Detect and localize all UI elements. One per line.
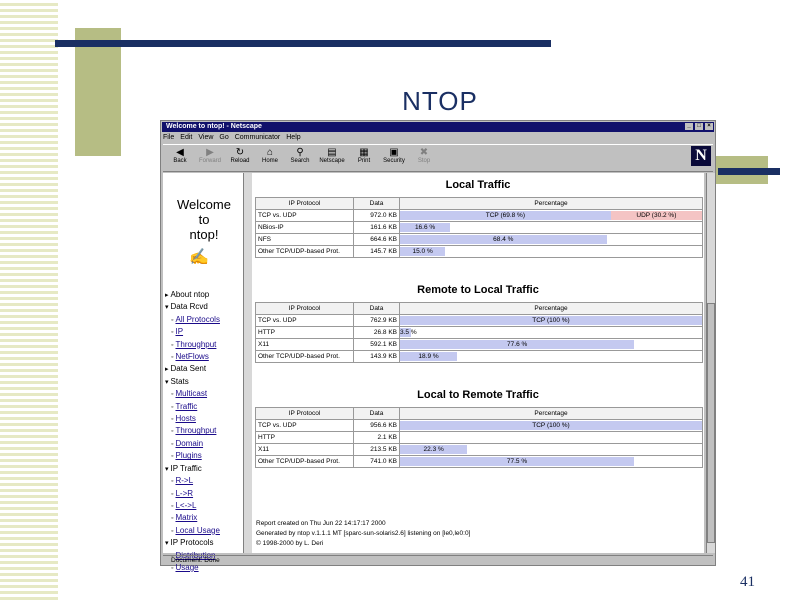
percentage-bar: TCP (100 %) xyxy=(400,421,702,430)
traffic-report-frame xyxy=(252,173,704,553)
section-title: Local Traffic xyxy=(445,179,511,191)
data-cell: 143.9 KB xyxy=(354,351,400,363)
table-row xyxy=(256,420,703,432)
nav-link-matrix[interactable] xyxy=(165,512,243,524)
navigation-toolbar xyxy=(163,144,713,172)
netscape-logo: N xyxy=(691,146,711,166)
nav-link-domain[interactable] xyxy=(165,438,243,450)
protocol-cell: HTTP xyxy=(256,432,354,444)
data-cell: 145.7 KB xyxy=(354,246,400,258)
percentage-cell xyxy=(400,210,703,222)
table-row xyxy=(256,246,703,258)
window-titlebar[interactable] xyxy=(162,122,714,132)
nav-link-ip[interactable] xyxy=(165,326,243,338)
welcome-heading xyxy=(167,197,241,242)
protocol-cell: X11 xyxy=(256,339,354,351)
home-icon: ⌂ xyxy=(266,147,274,158)
toolbar-label: Netscape xyxy=(319,158,345,164)
protocol-cell: TCP vs. UDP xyxy=(256,420,354,432)
slide-stripe-pattern xyxy=(0,0,58,600)
security-lock-icon: ▣ xyxy=(389,147,399,158)
search-icon: ⚲ xyxy=(296,147,304,158)
nav-link-label: Distribution xyxy=(175,550,216,560)
nav-link-plugins[interactable] xyxy=(165,450,243,462)
percentage-bar: TCP (69.8 %) xyxy=(400,211,611,220)
menu-file[interactable]: File xyxy=(163,134,175,141)
nav-link-hosts[interactable] xyxy=(165,413,243,425)
stop-icon: ✖ xyxy=(419,147,429,158)
toolbar-label: Home xyxy=(261,158,278,164)
nav-link-label: L<->L xyxy=(175,500,197,510)
nav-link-l-l[interactable] xyxy=(165,500,243,512)
percentage-bar: 16.6 % xyxy=(400,223,450,232)
data-cell: 213.5 KB xyxy=(354,444,400,456)
close-button[interactable]: × xyxy=(705,123,713,130)
status-bar: Document: Done xyxy=(163,555,713,566)
section-title: Remote to Local Traffic xyxy=(417,284,539,296)
percentage-cell xyxy=(400,444,703,456)
data-cell: 741.0 KB xyxy=(354,456,400,468)
netscape-icon: ▤ xyxy=(327,147,337,158)
percentage-cell xyxy=(400,351,703,363)
maximize-button[interactable]: □ xyxy=(695,123,703,130)
udp-percentage-bar: UDP (30.2 %) xyxy=(611,211,702,220)
table-row xyxy=(256,432,703,444)
nav-link-label: R->L xyxy=(175,476,194,486)
nav-link-throughput[interactable] xyxy=(165,339,243,351)
toolbar-label: Back xyxy=(173,158,187,164)
welcome-line-2: to xyxy=(198,212,210,227)
minimize-button[interactable]: _ xyxy=(685,123,693,130)
table-row xyxy=(256,222,703,234)
toolbar-label: Stop xyxy=(417,158,431,164)
report-copyright: © 1998-2000 by L. Deri xyxy=(256,540,324,547)
forward-arrow-icon: ▶ xyxy=(206,147,214,158)
section-title: Local to Remote Traffic xyxy=(417,389,539,401)
data-cell: 26.8 KB xyxy=(354,327,400,339)
data-cell: 664.6 KB xyxy=(354,234,400,246)
nav-link-label: L->R xyxy=(175,488,194,498)
table-row xyxy=(256,339,703,351)
nav-link-traffic[interactable] xyxy=(165,401,243,413)
nav-link-label: Throughput xyxy=(175,339,217,349)
reload-button[interactable] xyxy=(225,147,255,169)
home-button[interactable] xyxy=(255,147,285,169)
report-footer xyxy=(256,519,470,549)
nav-section-about-ntop[interactable]: ▸ About ntop xyxy=(165,289,243,301)
percentage-bar: 22.3 % xyxy=(400,445,467,454)
protocol-cell: HTTP xyxy=(256,327,354,339)
percentage-cell xyxy=(400,222,703,234)
data-cell: 2.1 KB xyxy=(354,432,400,444)
protocol-cell: TCP vs. UDP xyxy=(256,315,354,327)
column-header: Data xyxy=(354,408,400,420)
slide-title-rule xyxy=(55,40,551,47)
slide-title: NTOP xyxy=(402,86,478,116)
forward-button[interactable] xyxy=(195,147,225,169)
percentage-cell xyxy=(400,420,703,432)
table-row xyxy=(256,210,703,222)
table-row xyxy=(256,444,703,456)
nav-section-data-sent[interactable]: ▸ Data Sent xyxy=(165,363,243,375)
table-header-row xyxy=(256,303,703,315)
nav-link-label: Hosts xyxy=(175,414,196,424)
traffic-table xyxy=(255,302,703,363)
column-header: Percentage xyxy=(400,303,703,315)
data-cell: 762.9 KB xyxy=(354,315,400,327)
menu-communicator[interactable]: Communicator xyxy=(234,134,281,141)
stop-button[interactable] xyxy=(409,147,439,169)
scrollbar-thumb[interactable] xyxy=(707,303,715,543)
percentage-cell xyxy=(400,339,703,351)
protocol-cell: Other TCP/UDP-based Prot. xyxy=(256,351,354,363)
window-title: Welcome to ntop! - Netscape xyxy=(166,123,262,130)
slide-page-number: 41 xyxy=(740,574,755,590)
percentage-cell xyxy=(400,327,703,339)
slide-accent-block-left xyxy=(75,28,121,156)
nav-section-stats[interactable]: ▾ Stats xyxy=(165,376,243,388)
nav-link-r-l[interactable] xyxy=(165,475,243,487)
table-header-row xyxy=(256,198,703,210)
nav-link-label: Throughput xyxy=(175,426,217,436)
table-row xyxy=(256,315,703,327)
toolbar-label: Print xyxy=(357,158,371,164)
toolbar-label: Search xyxy=(290,158,310,164)
percentage-bar: 18.9 % xyxy=(400,352,457,361)
percentage-cell xyxy=(400,432,703,444)
back-arrow-icon: ◀ xyxy=(176,147,184,158)
right-frame-scrollbar[interactable] xyxy=(706,173,715,553)
toolbar-label: Forward xyxy=(198,158,221,164)
menu-go[interactable]: Go xyxy=(219,134,229,141)
percentage-bar: 77.5 % xyxy=(400,457,634,466)
menu-help[interactable]: Help xyxy=(286,134,301,141)
column-header: Percentage xyxy=(400,198,703,210)
print-button[interactable] xyxy=(349,147,379,169)
nav-link-label: Matrix xyxy=(175,513,198,523)
data-cell: 161.6 KB xyxy=(354,222,400,234)
data-cell: 972.0 KB xyxy=(354,210,400,222)
nav-link-label: Usage xyxy=(175,562,199,572)
report-created: Report created on Thu Jun 22 14:17:17 2000 xyxy=(256,520,386,527)
table-row xyxy=(256,351,703,363)
search-button[interactable] xyxy=(285,147,315,169)
column-header: Data xyxy=(354,198,400,210)
menu-view[interactable]: View xyxy=(198,134,214,141)
percentage-bar: 3.5 % xyxy=(400,329,417,336)
percentage-cell xyxy=(400,315,703,327)
data-cell: 592.1 KB xyxy=(354,339,400,351)
reload-icon: ↻ xyxy=(235,147,245,158)
column-header: Percentage xyxy=(400,408,703,420)
nav-section-data-rcvd[interactable]: ▾ Data Rcvd xyxy=(165,301,243,313)
toolbar-label: Reload xyxy=(230,158,250,164)
nav-link-multicast[interactable] xyxy=(165,388,243,400)
column-header: IP Protocol xyxy=(256,303,354,315)
nav-menu xyxy=(165,289,243,574)
report-generator: Generated by ntop v.1.1.1 MT [sparc-sun-solaris2.6] listening on [le0,le0:0] xyxy=(256,530,471,537)
security-button[interactable] xyxy=(379,147,409,169)
ntop-mascot-icon: ✍ xyxy=(189,249,209,266)
percentage-bar: TCP (100 %) xyxy=(400,316,702,325)
percentage-bar: 15.0 % xyxy=(400,247,445,256)
netscape-button[interactable] xyxy=(317,147,347,169)
print-icon: ▦ xyxy=(359,147,369,158)
protocol-cell: Other TCP/UDP-based Prot. xyxy=(256,456,354,468)
nav-link-label: Plugins xyxy=(175,451,202,461)
protocol-cell: NBios-IP xyxy=(256,222,354,234)
column-header: IP Protocol xyxy=(256,408,354,420)
nav-link-label: IP xyxy=(175,327,184,337)
nav-link-label: All Protocols xyxy=(175,314,220,324)
protocol-cell: TCP vs. UDP xyxy=(256,210,354,222)
nav-link-netflows[interactable] xyxy=(165,351,243,363)
welcome-line-3: ntop! xyxy=(189,227,219,242)
traffic-table xyxy=(255,407,703,468)
nav-link-label: Traffic xyxy=(175,401,198,411)
percentage-bar: 77.6 % xyxy=(400,340,634,349)
nav-link-l-r[interactable] xyxy=(165,488,243,500)
nav-link-label: Local Usage xyxy=(175,525,220,535)
column-header: IP Protocol xyxy=(256,198,354,210)
percentage-cell xyxy=(400,246,703,258)
protocol-cell: Other TCP/UDP-based Prot. xyxy=(256,246,354,258)
welcome-line-1: Welcome xyxy=(177,197,231,212)
nav-section-ip-protocols[interactable]: ▾ IP Protocols xyxy=(165,537,243,549)
nav-link-label: NetFlows xyxy=(175,352,209,362)
protocol-cell: NFS xyxy=(256,234,354,246)
nav-link-all-protocols[interactable] xyxy=(165,314,243,326)
nav-link-label: Multicast xyxy=(175,389,208,399)
column-header: Data xyxy=(354,303,400,315)
percentage-bar: 68.4 % xyxy=(400,235,607,244)
protocol-cell: X11 xyxy=(256,444,354,456)
percentage-cell xyxy=(400,234,703,246)
nav-link-label: Domain xyxy=(175,438,204,448)
table-header-row xyxy=(256,408,703,420)
left-frame-scrollbar[interactable] xyxy=(243,173,252,553)
data-cell: 956.6 KB xyxy=(354,420,400,432)
netscape-window xyxy=(160,120,716,572)
table-row xyxy=(256,456,703,468)
nav-link-local-usage[interactable] xyxy=(165,525,243,537)
slide-accent-rule-right xyxy=(718,168,780,175)
table-row xyxy=(256,327,703,339)
menu-edit[interactable]: Edit xyxy=(180,134,193,141)
nav-section-ip-traffic[interactable]: ▾ IP Traffic xyxy=(165,463,243,475)
table-row xyxy=(256,234,703,246)
nav-link-throughput[interactable] xyxy=(165,425,243,437)
toolbar-label: Security xyxy=(383,158,405,164)
back-button[interactable] xyxy=(165,147,195,169)
menu-bar xyxy=(163,133,713,143)
traffic-table xyxy=(255,197,703,258)
percentage-cell xyxy=(400,456,703,468)
